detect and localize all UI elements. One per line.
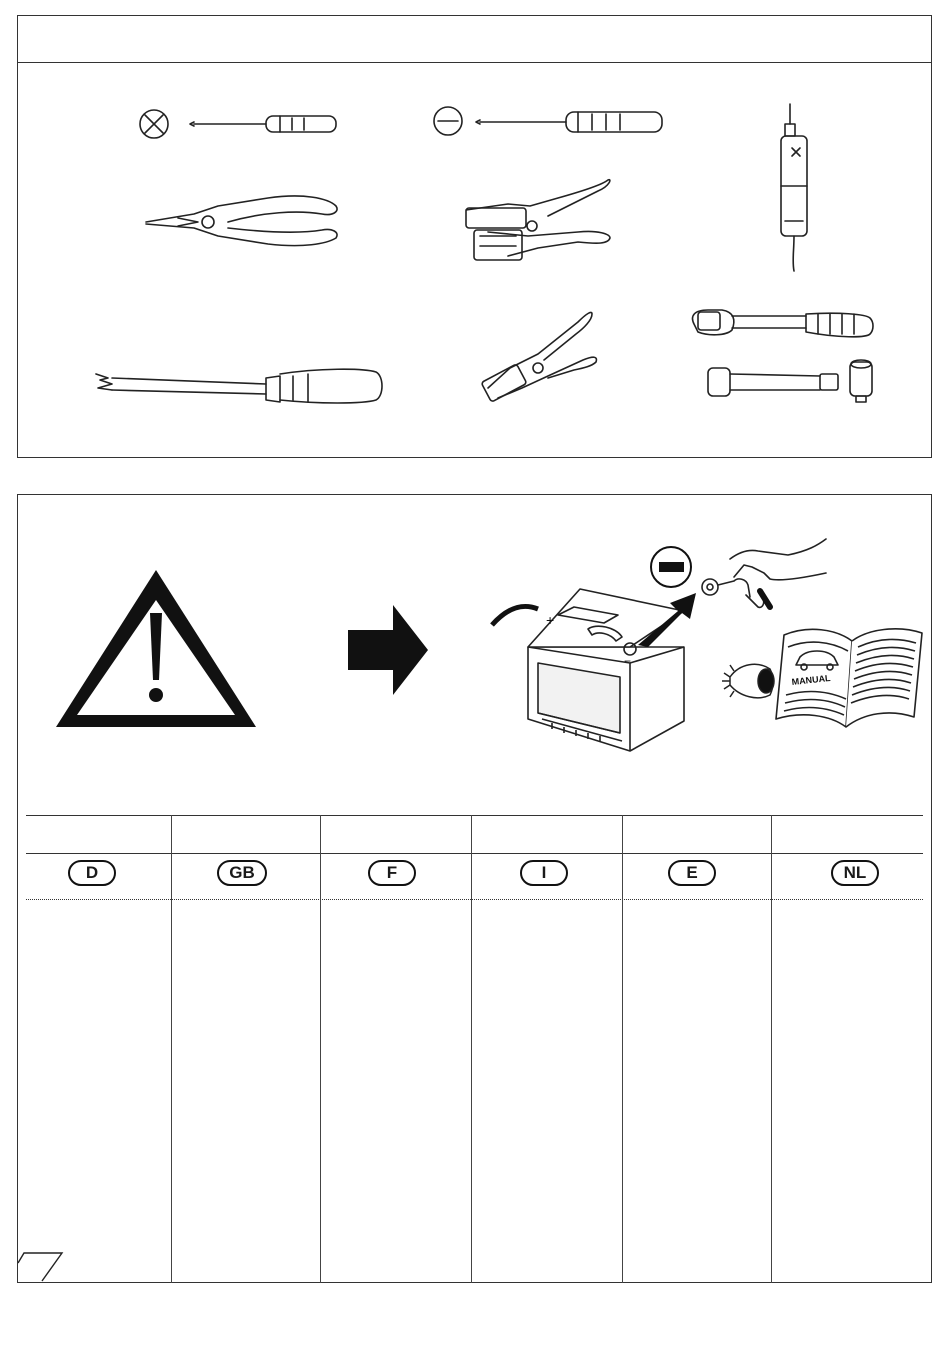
flat-screwdriver-icon <box>434 107 662 135</box>
crimping-tool-icon <box>481 312 596 402</box>
tools-illustration <box>18 16 933 459</box>
language-badge-gb: GB <box>217 860 267 886</box>
battery-minus-label: − <box>624 654 632 668</box>
wire-stripper-icon <box>466 180 610 260</box>
battery-plus-label: + <box>546 612 555 628</box>
battery-warning-illustration <box>18 495 933 815</box>
column-divider <box>771 815 772 1283</box>
warning-triangle-icon <box>56 570 256 727</box>
warning-panel <box>17 494 932 1283</box>
arrow-right-icon <box>348 605 428 695</box>
language-table-header-line <box>26 853 923 854</box>
column-divider <box>320 815 321 1283</box>
minus-terminal-icon <box>651 547 691 587</box>
column-divider <box>471 815 472 1283</box>
ratchet-icon <box>693 310 873 337</box>
manual-label: MANUAL <box>791 672 831 687</box>
pliers-icon <box>146 196 337 246</box>
column-divider <box>171 815 172 1283</box>
language-badge-nl: NL <box>831 860 879 886</box>
column-divider <box>622 815 623 1283</box>
voltage-tester-icon <box>781 104 807 271</box>
trim-removal-tool-icon <box>96 369 382 403</box>
page-corner-mark <box>18 1245 78 1285</box>
language-badge-f: F <box>368 860 416 886</box>
eye-icon <box>722 664 774 697</box>
language-badge-i: I <box>520 860 568 886</box>
tools-panel <box>17 15 932 458</box>
socket-extension-icon <box>708 360 872 402</box>
phillips-screwdriver-icon <box>140 110 336 138</box>
language-table-top-line <box>26 815 923 816</box>
language-table-dotted-line <box>26 899 923 900</box>
language-badge-d: D <box>68 860 116 886</box>
language-badge-e: E <box>668 860 716 886</box>
hand-icon <box>702 539 826 607</box>
battery-icon <box>492 589 684 751</box>
